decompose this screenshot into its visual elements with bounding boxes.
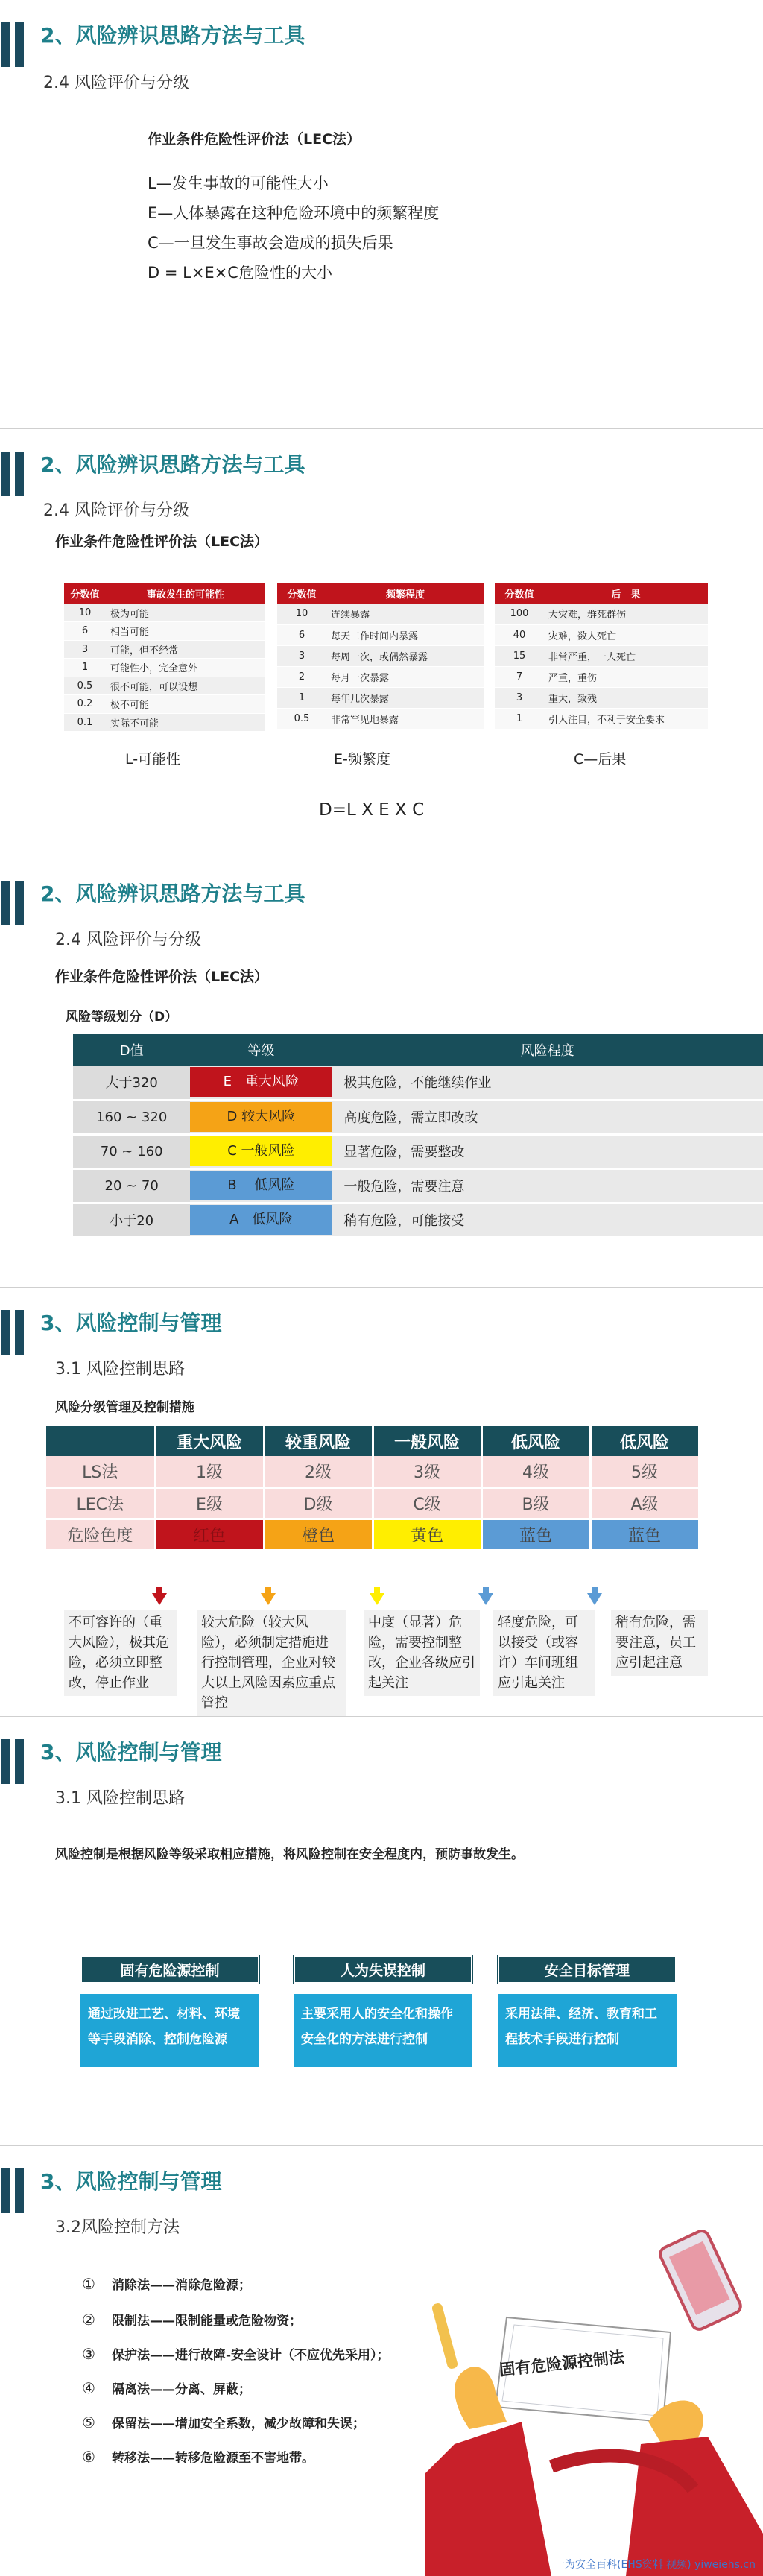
score-cell: 10 [277, 604, 326, 624]
score-cell: 3 [277, 645, 326, 666]
table-row [64, 677, 265, 695]
watermark: 一为安全百科(EHS资料 视频) yiweiehs.cn [554, 2559, 756, 2571]
col-header: 事故发生的可能性 [106, 583, 265, 604]
strategy-body: 采用法律、经济、教育和工程技术手段进行控制 [498, 1994, 677, 2067]
slide-subtitle: 3.1 风险控制思路 [55, 1360, 185, 1379]
title-accent-bar [1, 1739, 10, 1784]
risk-desc-cell: 显著危险，需要整改 [332, 1134, 763, 1168]
table-row [46, 1487, 699, 1519]
table-heading: 风险分级管理及控制措施 [55, 1400, 194, 1415]
score-cell: 15 [495, 645, 544, 666]
slide-2 [0, 429, 763, 858]
grade-cell: 4级 [481, 1456, 590, 1487]
slide-4 [0, 1288, 763, 1717]
score-cell: 6 [64, 622, 106, 641]
control-note: 稍有危险，需要注意，员工应引起注意 [611, 1610, 708, 1676]
risk-desc-cell: 高度危险，需立即改改 [332, 1100, 763, 1134]
graded-control-table [46, 1426, 700, 1551]
item-text: 限制法——限制能量或危险物资； [112, 2314, 302, 2329]
score-cell: 0.1 [64, 713, 106, 732]
control-note: 轻度危险，可以接受（或容许）车间班组应引起关注 [493, 1610, 595, 1696]
table-caption: C—后果 [574, 751, 627, 768]
title-accent-bar [1, 22, 10, 67]
table-row [495, 666, 708, 687]
title-accent-bar [1, 452, 10, 496]
item-text: 保护法——进行故障-安全设计（不应优先采用）； [112, 2348, 390, 2363]
item-text: 转移法——转移危险源至不害地带。 [112, 2451, 314, 2466]
item-text: 隔离法——分离、屏蔽； [112, 2382, 251, 2397]
item-number: ③ [82, 2345, 95, 2363]
level-badge: C 一般风险 [190, 1136, 332, 1166]
title-accent-bar [1, 1310, 10, 1355]
formula: D=L X E X C [319, 800, 425, 820]
sign-text: 固有危险源控制法 [498, 2348, 625, 2379]
col-header: 后 果 [544, 583, 708, 604]
definition-line: D = L×E×C危险性的大小 [148, 264, 332, 282]
table-row [64, 713, 265, 732]
col-header: 低风险 [481, 1426, 590, 1456]
score-cell: 100 [495, 604, 544, 624]
strategy-body: 主要采用人的安全化和操作安全化的方法进行控制 [294, 1994, 472, 2067]
grade-cell: A级 [590, 1487, 699, 1519]
table-row [73, 1100, 763, 1134]
down-arrow-icon [587, 1593, 602, 1605]
title-accent-bar [15, 1739, 24, 1784]
method-item [82, 2310, 302, 2329]
title-accent-bar [15, 22, 24, 67]
col-header: 分数值 [277, 583, 326, 604]
score-cell: 1 [495, 708, 544, 729]
table-row [73, 1203, 763, 1237]
exposure-table [277, 583, 484, 730]
strategy-header: 安全目标管理 [498, 1955, 677, 1984]
slide-title: 2、风险辨识思路方法与工具 [40, 452, 305, 477]
row-header-cell: 危险色度 [46, 1519, 155, 1550]
table-row [46, 1456, 699, 1487]
grade-cell: C级 [373, 1487, 481, 1519]
table-caption: E-频繁度 [334, 751, 390, 768]
table-row [277, 624, 484, 645]
desc-cell: 每年几次暴露 [326, 687, 484, 708]
method-item [82, 2344, 390, 2363]
score-cell: 10 [64, 604, 106, 622]
row-header-cell: LS法 [46, 1456, 155, 1487]
score-cell: 7 [495, 666, 544, 687]
grading-heading: 风险等级划分（D） [66, 1010, 178, 1025]
desc-cell: 重大，致残 [544, 687, 708, 708]
col-header: 频繁程度 [326, 583, 484, 604]
table-row [64, 640, 265, 659]
strategy-header: 人为失误控制 [294, 1955, 472, 1984]
row-header-cell: LEC法 [46, 1487, 155, 1519]
slide-title: 3、风险控制与管理 [40, 1740, 222, 1765]
score-cell: 0.5 [277, 708, 326, 729]
slide-title: 2、风险辨识思路方法与工具 [40, 882, 305, 906]
level-cell [190, 1134, 332, 1168]
table-row [73, 1066, 763, 1100]
col-header: 一般风险 [373, 1426, 481, 1456]
control-note: 中度（显著）危险，需要控制整改，企业各级应引起关注 [364, 1610, 480, 1696]
definition-line: E—人体暴露在这种危险环境中的频繁程度 [148, 204, 440, 222]
method-item [82, 2413, 365, 2431]
desc-cell: 严重，重伤 [544, 666, 708, 687]
item-number: ① [82, 2275, 95, 2293]
method-item [82, 2447, 314, 2466]
slide-subtitle: 2.4 风险评价与分级 [55, 931, 201, 949]
score-cell: 2 [277, 666, 326, 687]
score-cell: 3 [495, 687, 544, 708]
level-badge: B 低风险 [190, 1171, 332, 1200]
score-cell: 0.5 [64, 677, 106, 695]
method-item [82, 2274, 251, 2293]
level-cell [190, 1066, 332, 1100]
strategy-body: 通过改进工艺、材料、环境等手段消除、控制危险源 [80, 1994, 259, 2067]
col-header: 低风险 [590, 1426, 699, 1456]
title-accent-bar [15, 881, 24, 925]
desc-cell: 每天工作时间内暴露 [326, 624, 484, 645]
col-header: 等级 [190, 1034, 332, 1066]
d-value-cell: 大于320 [73, 1066, 190, 1100]
risk-desc-cell: 极其危险，不能继续作业 [332, 1066, 763, 1100]
level-badge: E 重大风险 [190, 1067, 332, 1097]
desc-cell: 引人注目，不利于安全要求 [544, 708, 708, 729]
table-row [73, 1168, 763, 1203]
desc-cell: 连续暴露 [326, 604, 484, 624]
item-number: ⑥ [82, 2448, 95, 2466]
grade-cell: 蓝色 [481, 1519, 590, 1550]
table-row [73, 1134, 763, 1168]
method-heading: 作业条件危险性评价法（LEC法） [55, 969, 269, 985]
item-text: 消除法——消除危险源； [112, 2278, 251, 2293]
slide-title: 2、风险辨识思路方法与工具 [40, 23, 305, 48]
desc-cell: 非常罕见地暴露 [326, 708, 484, 729]
d-value-cell: 小于20 [73, 1203, 190, 1237]
table-row [64, 659, 265, 677]
table-row [495, 604, 708, 624]
level-cell [190, 1100, 332, 1134]
table-row [64, 604, 265, 622]
table-row [277, 687, 484, 708]
slide-subtitle: 3.1 风险控制思路 [55, 1789, 185, 1808]
grade-cell: B级 [481, 1487, 590, 1519]
desc-cell: 极不可能 [106, 695, 265, 714]
desc-cell: 可能，但不经常 [106, 640, 265, 659]
level-cell [190, 1203, 332, 1237]
down-arrow-icon [152, 1593, 167, 1605]
slide-1 [0, 0, 763, 429]
level-badge: D 较大风险 [190, 1102, 332, 1132]
desc-cell: 每周一次，或偶然暴露 [326, 645, 484, 666]
slide-3 [0, 858, 763, 1288]
consequence-table [495, 583, 708, 730]
method-item [82, 2379, 251, 2397]
slide-5 [0, 1717, 763, 2146]
col-header: D值 [73, 1034, 190, 1066]
table-row [64, 695, 265, 714]
table-caption: L-可能性 [125, 751, 181, 768]
item-number: ⑤ [82, 2414, 95, 2431]
grade-cell: E级 [155, 1487, 264, 1519]
item-number: ② [82, 2311, 95, 2329]
risk-grade-table [73, 1034, 763, 1238]
col-header: 分数值 [495, 583, 544, 604]
score-cell: 1 [64, 659, 106, 677]
definition-line: L—发生事故的可能性大小 [148, 174, 329, 192]
col-header: 重大风险 [155, 1426, 264, 1456]
grade-cell: 蓝色 [590, 1519, 699, 1550]
grade-cell: 1级 [155, 1456, 264, 1487]
table-row [495, 645, 708, 666]
control-statement: 风险控制是根据风险等级采取相应措施，将风险控制在安全程度内，预防事故发生。 [55, 1847, 524, 1862]
d-value-cell: 70 ~ 160 [73, 1134, 190, 1168]
item-number: ④ [82, 2379, 95, 2397]
method-heading: 作业条件危险性评价法（LEC法） [55, 534, 269, 550]
slide-subtitle: 2.4 风险评价与分级 [43, 501, 189, 520]
table-row [64, 622, 265, 641]
table-row [277, 666, 484, 687]
level-cell [190, 1168, 332, 1203]
score-cell: 1 [277, 687, 326, 708]
desc-cell: 灾难，数人死亡 [544, 624, 708, 645]
col-header: 风险程度 [332, 1034, 763, 1066]
desc-cell: 每月一次暴露 [326, 666, 484, 687]
risk-desc-cell: 稍有危险，可能接受 [332, 1203, 763, 1237]
title-accent-bar [15, 2168, 24, 2213]
slide-title: 3、风险控制与管理 [40, 1311, 222, 1335]
desc-cell: 极为可能 [106, 604, 265, 622]
d-value-cell: 20 ~ 70 [73, 1168, 190, 1203]
title-accent-bar [15, 1310, 24, 1355]
down-arrow-icon [261, 1593, 276, 1605]
desc-cell: 相当可能 [106, 622, 265, 641]
grade-cell: 2级 [264, 1456, 373, 1487]
down-arrow-icon [478, 1593, 493, 1605]
table-row [277, 604, 484, 624]
slide-subtitle: 3.2风险控制方法 [55, 2218, 180, 2237]
slide-subtitle: 2.4 风险评价与分级 [43, 74, 189, 92]
desc-cell: 可能性小，完全意外 [106, 659, 265, 677]
control-note: 较大危险（较大风险），必须制定措施进行控制管理，企业对较大以上风险因素应重点管控 [197, 1610, 346, 1716]
grade-cell: 黄色 [373, 1519, 481, 1550]
table-row [277, 708, 484, 729]
definition-line: C—一旦发生事故会造成的损失后果 [148, 234, 393, 252]
table-row [495, 624, 708, 645]
pencil-icon [431, 2303, 459, 2370]
grade-cell: D级 [264, 1487, 373, 1519]
table-row [46, 1519, 699, 1550]
control-note: 不可容许的（重大风险），极其危险，必须立即整改，停止作业 [64, 1610, 177, 1696]
method-heading: 作业条件危险性评价法（LEC法） [148, 131, 361, 148]
grade-cell: 红色 [155, 1519, 264, 1550]
table-row [495, 687, 708, 708]
title-accent-bar [15, 452, 24, 496]
left-sleeve [425, 2422, 551, 2576]
desc-cell: 大灾难，群死群伤 [544, 604, 708, 624]
grade-cell: 5级 [590, 1456, 699, 1487]
desc-cell: 很不可能，可以设想 [106, 677, 265, 695]
down-arrow-icon [370, 1593, 384, 1605]
col-header [46, 1426, 155, 1456]
hands-holding-sign-illustration [425, 2221, 763, 2576]
table-row [277, 645, 484, 666]
col-header: 分数值 [64, 583, 106, 604]
grade-cell: 橙色 [264, 1519, 373, 1550]
score-cell: 40 [495, 624, 544, 645]
desc-cell: 非常严重，一人死亡 [544, 645, 708, 666]
desc-cell: 实际不可能 [106, 713, 265, 732]
item-text: 保留法——增加安全系数，减少故障和失误； [112, 2417, 365, 2431]
title-accent-bar [1, 2168, 10, 2213]
score-cell: 6 [277, 624, 326, 645]
risk-desc-cell: 一般危险，需要注意 [332, 1168, 763, 1203]
table-row [495, 708, 708, 729]
title-accent-bar [1, 881, 10, 925]
slide-title: 3、风险控制与管理 [40, 2169, 222, 2194]
strategy-header: 固有危险源控制 [80, 1955, 259, 1984]
likelihood-table [64, 583, 265, 732]
slide-6 [0, 2146, 763, 2576]
score-cell: 3 [64, 640, 106, 659]
level-badge: A 低风险 [190, 1205, 332, 1235]
d-value-cell: 160 ~ 320 [73, 1100, 190, 1134]
grade-cell: 3级 [373, 1456, 481, 1487]
col-header: 较重风险 [264, 1426, 373, 1456]
score-cell: 0.2 [64, 695, 106, 714]
